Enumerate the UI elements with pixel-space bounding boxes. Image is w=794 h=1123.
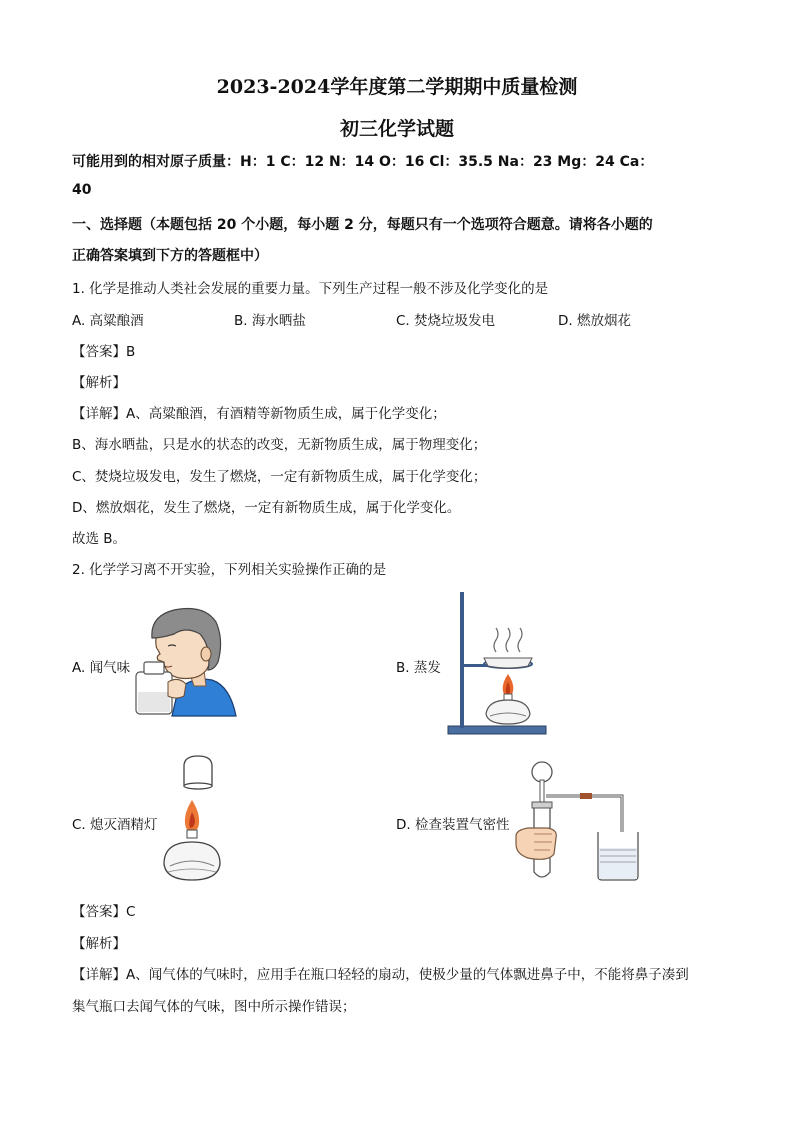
- smelling-gas-figure: [134, 604, 238, 716]
- q1-answer: 【答案】B: [72, 344, 136, 360]
- q1-detail-4: D、燃放烟花，发生了燃烧，一定有新物质生成，属于化学变化。: [72, 500, 461, 516]
- section-heading-line1: 一、选择题（本题包括 20 个小题，每小题 2 分，每题只有一个选项符合题意。请将各小题的: [72, 217, 653, 233]
- q1-option-c: C. 焚烧垃圾发电: [396, 313, 496, 329]
- q2-option-c: C. 熄灭酒精灯: [72, 817, 158, 833]
- alcohol-lamp-figure: [160, 756, 222, 886]
- q2-answer: 【答案】C: [72, 904, 136, 920]
- atomic-masses-line2: 40: [72, 182, 92, 198]
- q1-option-b: B. 海水晒盐: [234, 313, 306, 329]
- section-heading-line2: 正确答案填到下方的答题框中）: [72, 248, 268, 264]
- q1-option-a: A. 高粱酿酒: [72, 313, 144, 329]
- q1-detail-2: B、海水晒盐，只是水的状态的改变，无新物质生成，属于物理变化；: [72, 437, 487, 453]
- q1-option-d: D. 燃放烟花: [558, 313, 631, 329]
- q1-detail-5: 故选 B。: [72, 531, 127, 547]
- page-title: 2023-2024学年度第二学期期中质量检测: [216, 76, 578, 98]
- q1-analysis-label: 【解析】: [72, 375, 126, 391]
- question-2-stem: 2. 化学学习离不开实验，下列相关实验操作正确的是: [72, 562, 387, 578]
- q2-option-b: B. 蒸发: [396, 660, 441, 676]
- q2-option-d: D. 检查装置气密性: [396, 817, 510, 833]
- airtightness-check-figure: [514, 758, 642, 884]
- q2-detail-2: 集气瓶口去闻气体的气味，图中所示操作错误；: [72, 999, 356, 1015]
- q2-analysis-label: 【解析】: [72, 936, 126, 952]
- q1-detail-1: 【详解】A、高粱酿酒，有酒精等新物质生成，属于化学变化；: [72, 406, 446, 422]
- q1-detail-3: C、焚烧垃圾发电，发生了燃烧，一定有新物质生成，属于化学变化；: [72, 469, 487, 485]
- evaporation-figure: [444, 590, 548, 740]
- q2-detail-1: 【详解】A、闻气体的气味时，应用手在瓶口轻轻的扇动，使极少量的气体飘进鼻子中，不能将鼻子凑到: [72, 967, 689, 983]
- q2-option-a: A. 闻气味: [72, 660, 131, 676]
- atomic-masses-line1: 可能用到的相对原子质量：H：1 C：12 N：14 O：16 Cl：35.5 Na：23 Mg：24 Ca：: [72, 154, 654, 170]
- question-1-stem: 1. 化学是推动人类社会发展的重要力量。下列生产过程一般不涉及化学变化的是: [72, 281, 549, 297]
- page-subtitle: 初三化学试题: [339, 118, 454, 140]
